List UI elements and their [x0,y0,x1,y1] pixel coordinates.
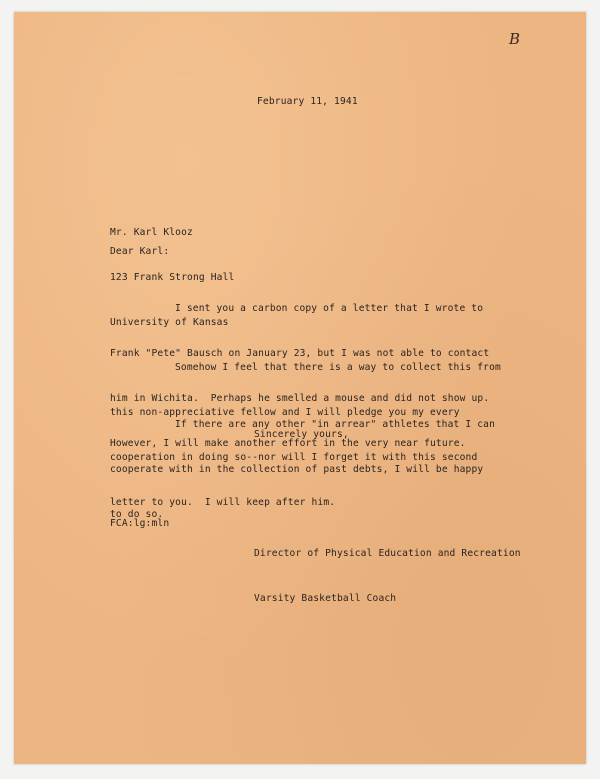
paragraph-line: this non-appreciative fellow and I will pledge you my every [110,407,460,418]
paragraph-line: If there are any other "in arrear" athletes that I can [175,419,495,430]
paragraph-line: to do so. [110,509,164,520]
paragraph-line: cooperation in doing so--nor will I forget it with this second [110,452,478,463]
typist-initials: FCA:lg:mln [110,518,170,529]
corner-mark: B [509,30,521,48]
signature-title: Varsity Basketball Coach [254,593,397,604]
letter-date: February 11, 1941 [257,96,358,107]
paragraph-line: cooperate with in the collection of past debts, I will be happy [110,464,484,475]
recipient-name: Mr. Karl Klooz [110,227,193,238]
paragraph-line: Frank "Pete" Bausch on January 23, but I was not able to contact [110,348,490,359]
paragraph-line: I sent you a carbon copy of a letter that I wrote to [175,303,484,314]
closing: Sincerely yours, [254,429,349,440]
recipient-institution: University of Kansas [110,317,229,328]
salutation: Dear Karl: [110,246,170,257]
paragraph-line: Somehow I feel that there is a way to collect this from [175,362,501,373]
paragraph-line: However, I will make another effort in the very near future. [110,438,466,449]
paragraph-line: letter to you. I will keep after him. [110,497,336,508]
letter-sheet [14,12,586,764]
signature-block [254,516,521,636]
recipient-street: 123 Frank Strong Hall [110,272,235,283]
signature-title: Director of Physical Education and Recreation [254,548,521,559]
paragraph-line: him in Wichita. Perhaps he smelled a mouse and did not show up. [110,393,490,404]
